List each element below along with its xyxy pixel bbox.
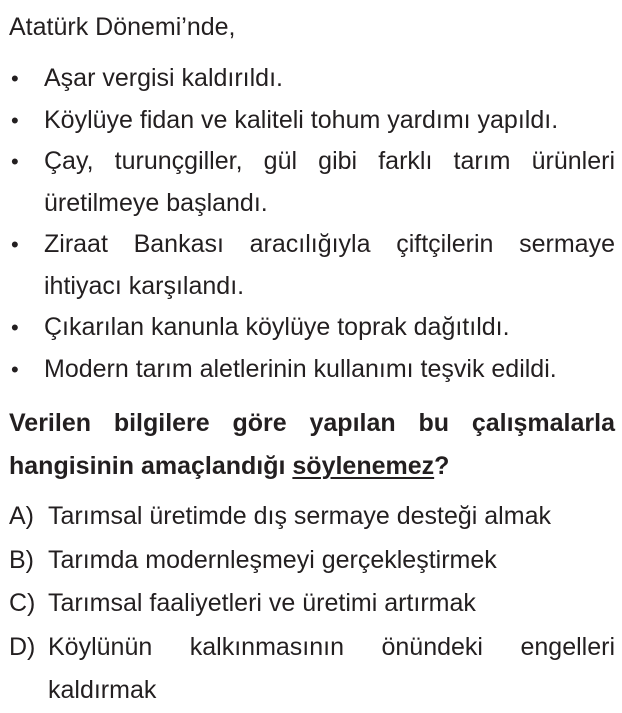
- question-mark: ?: [434, 452, 450, 480]
- option-letter: B): [9, 545, 34, 574]
- bullet-marker: •: [11, 66, 19, 91]
- bullet-text: Aşar vergisi kaldırıldı.: [44, 64, 283, 92]
- option-letter: A): [9, 502, 34, 530]
- bullet-marker: •: [11, 315, 19, 340]
- bullet-item: [9, 307, 615, 349]
- bullet-item: [9, 58, 615, 100]
- answer-option-d[interactable]: [9, 626, 615, 713]
- bullet-text: Köylüye fidan ve kaliteli tohum yardımı yapıldı.: [44, 105, 559, 134]
- option-letter: C): [9, 589, 36, 617]
- option-text: Köylünün kalkınmasının önündeki engelleri kaldırmak: [48, 632, 615, 704]
- option-text: Tarımda modernleşmeyi gerçekleştirmek: [48, 545, 497, 574]
- answer-option-a[interactable]: [9, 495, 615, 539]
- bullet-marker: •: [11, 107, 19, 133]
- option-letter: D): [9, 632, 36, 661]
- question-text: Verilen bilgilere göre yapılan bu çalışmalarla hangisinin amaçlandığı: [9, 409, 615, 480]
- question-emphasis: söylenemez: [292, 452, 435, 480]
- bullet-text: Ziraat Bankası aracılığıyla çiftçilerin sermaye ihtiyacı karşılandı.: [44, 230, 615, 300]
- answer-option-b[interactable]: [9, 539, 615, 583]
- bullet-text: Çıkarılan kanunla köylüye toprak dağıtıldı.: [44, 313, 510, 341]
- bullet-list: [9, 58, 615, 390]
- bullet-marker: •: [11, 232, 19, 257]
- intro-text: Atatürk Dönemi’nde,: [9, 13, 236, 41]
- question-stem: [9, 402, 615, 488]
- bullet-item: [9, 141, 615, 224]
- bullet-marker: •: [11, 149, 19, 174]
- bullet-marker: •: [11, 356, 19, 382]
- option-text: Tarımsal üretimde dış sermaye desteği almak: [48, 502, 551, 530]
- answer-options: [9, 495, 615, 713]
- answer-option-c[interactable]: [9, 582, 615, 626]
- bullet-text: Modern tarım aletlerinin kullanımı teşvik edildi.: [44, 354, 557, 383]
- bullet-item: [9, 100, 615, 142]
- option-text: Tarımsal faaliyetleri ve üretimi artırmak: [48, 589, 476, 617]
- bullet-item: [9, 349, 615, 391]
- bullet-text: Çay, turunçgiller, gül gibi farklı tarım ürünleri üretilmeye başlandı.: [44, 147, 615, 217]
- bullet-item: [9, 224, 615, 307]
